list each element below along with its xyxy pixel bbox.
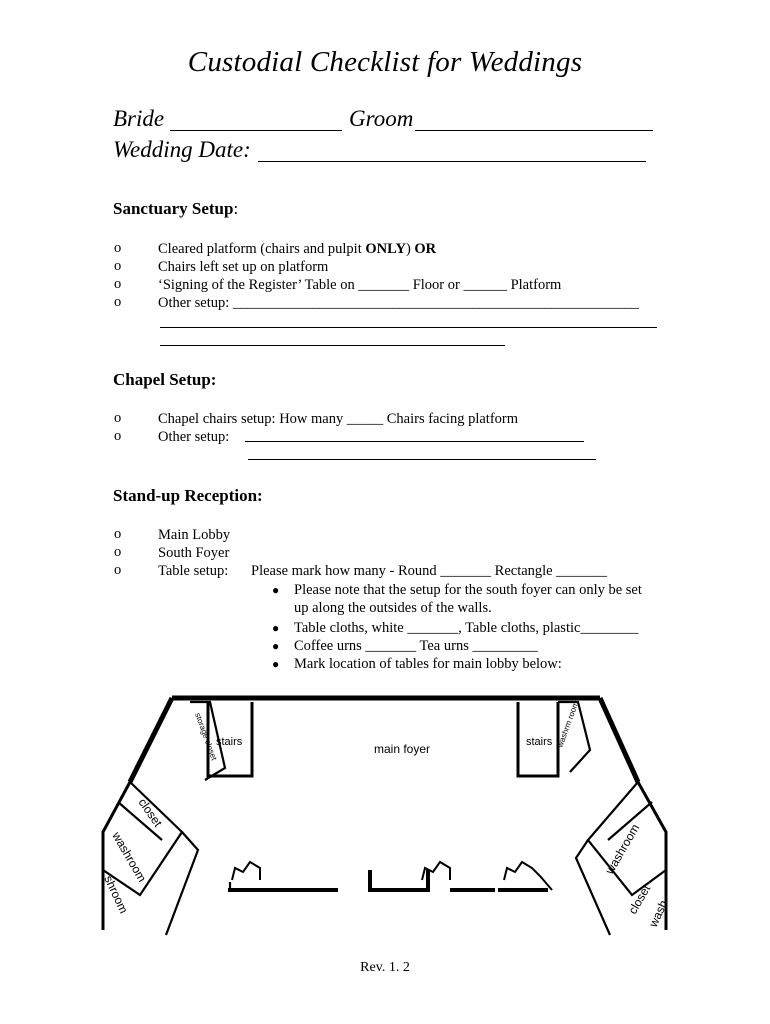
reception-item-south-foyer: South Foyer <box>158 545 230 561</box>
bride-label: Bride <box>113 106 165 131</box>
note-south-foyer: Please note that the setup for the south foyer can only be set <box>294 582 642 598</box>
washroom-left-cut-label: shroom <box>101 873 131 916</box>
stairs-left-label: stairs <box>216 736 243 748</box>
sanctuary-item-other-setup: Other setup: ________________________________________________________ <box>158 295 639 311</box>
checkbox-bullet[interactable]: o <box>114 294 122 310</box>
groom-field[interactable] <box>415 130 653 131</box>
storage-closet-label: storage closet <box>193 711 219 762</box>
note-table-cloths: Table cloths, white _______, Table cloths, plastic________ <box>294 620 639 636</box>
washroom-right-label: washroom <box>602 821 643 877</box>
bride-field[interactable] <box>170 130 342 131</box>
closet-right-label: closet <box>625 882 654 917</box>
sanctuary-other-line-1[interactable] <box>160 327 657 328</box>
bullet-dot: ● <box>272 621 280 635</box>
sanctuary-item-cleared-platform: Cleared platform (chairs and pulpit ONLY) OR <box>158 241 437 257</box>
reception-item-main-lobby: Main Lobby <box>158 527 231 543</box>
wedding-date-field[interactable] <box>258 161 646 162</box>
bullet-dot: ● <box>272 657 280 671</box>
note-south-foyer-cont: up along the outsides of the walls. <box>294 600 492 616</box>
revision-footer: Rev. 1. 2 <box>360 960 410 975</box>
chapel-other-line-2[interactable] <box>248 459 596 460</box>
chapel-item-other-setup: Other setup: <box>158 429 230 445</box>
wash-right-cut-label: wash <box>646 897 671 930</box>
wedding-date-label: Wedding Date: <box>113 137 251 162</box>
main-lobby-floor-plan[interactable] <box>100 690 672 940</box>
chapel-item-chairs: Chapel chairs setup: How many _____ Chairs facing platform <box>158 411 519 427</box>
checkbox-bullet[interactable]: o <box>114 544 122 560</box>
sanctuary-item-register-table: ‘Signing of the Register’ Table on _______ Floor or ______ Platform <box>158 277 562 293</box>
main-foyer-label: main foyer <box>374 742 431 756</box>
closet-left-label: closet <box>135 795 165 830</box>
washroom-left-label: washroom <box>109 829 150 885</box>
sanctuary-item-chairs-left: Chairs left set up on platform <box>158 259 329 275</box>
sanctuary-other-line-2[interactable] <box>160 345 505 346</box>
checkbox-bullet[interactable]: o <box>114 428 122 444</box>
chapel-heading: Chapel Setup: <box>113 370 217 389</box>
page-title: Custodial Checklist for Weddings <box>187 46 583 78</box>
note-urns: Coffee urns _______ Tea urns _________ <box>294 638 538 654</box>
checkbox-bullet[interactable]: o <box>114 240 122 256</box>
checkbox-bullet[interactable]: o <box>114 258 122 274</box>
checkbox-bullet[interactable]: o <box>114 410 122 426</box>
washroom-right-top-label: washrm room <box>555 700 581 749</box>
checkbox-bullet[interactable]: o <box>114 526 122 542</box>
reception-item-table-setup-label: Table setup: <box>158 563 229 579</box>
bullet-dot: ● <box>272 639 280 653</box>
sanctuary-heading: Sanctuary Setup: <box>113 199 239 218</box>
reception-table-count: Please mark how many - Round _______ Rectangle _______ <box>251 563 607 579</box>
reception-heading: Stand-up Reception: <box>113 486 263 505</box>
chapel-other-line-1[interactable] <box>245 441 584 442</box>
groom-label: Groom <box>349 106 414 131</box>
checkbox-bullet[interactable]: o <box>114 562 122 578</box>
checkbox-bullet[interactable]: o <box>114 276 122 292</box>
note-mark-location: Mark location of tables for main lobby below: <box>294 656 562 672</box>
bullet-dot: ● <box>272 583 280 597</box>
stairs-right-label: stairs <box>526 736 553 748</box>
